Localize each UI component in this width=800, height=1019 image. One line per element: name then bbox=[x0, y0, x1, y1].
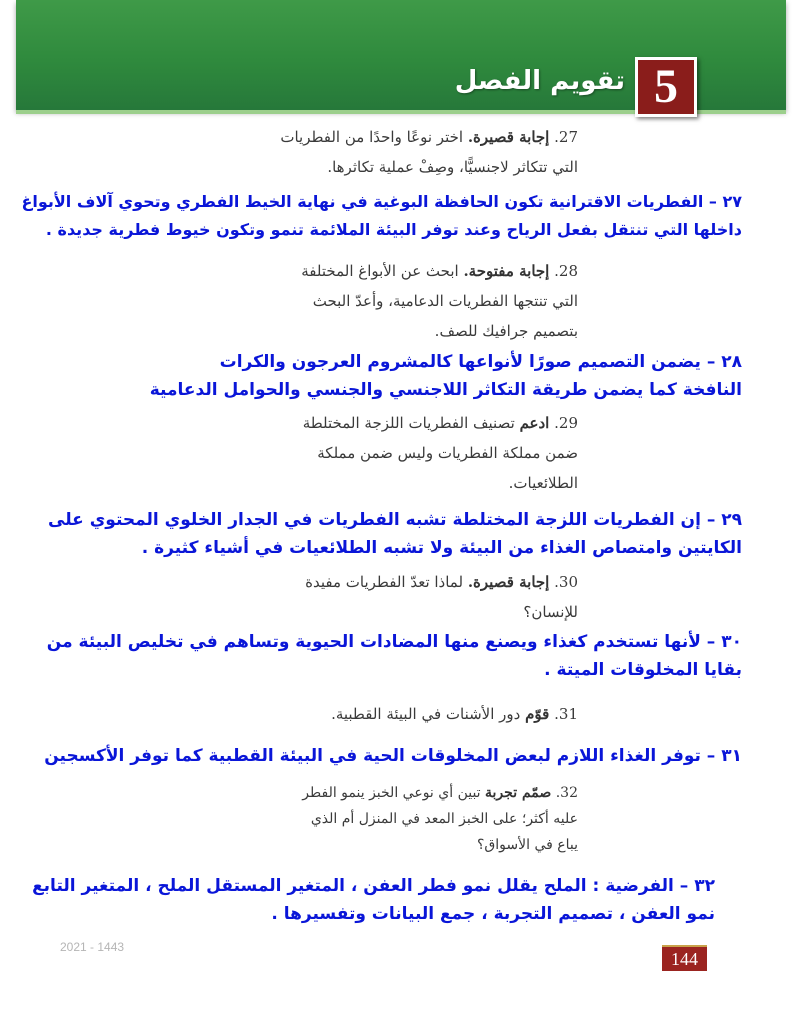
question-29: 29. ادعم تصنيف الفطريات اللزجة المختلطة ضمن مملكة الفطريات وليس ضمن مملكة الطلائعيات. bbox=[302, 414, 578, 492]
page-number: 144 bbox=[662, 945, 707, 971]
chapter-number-badge: 5 bbox=[635, 57, 697, 117]
question-27: 27. إجابة قصيرة. اختر نوعًا واحدًا من الفطريات التي تتكاثر لاجنسيًّا، وصِفْ عملية تكاثرها. bbox=[280, 128, 578, 176]
answer-30: ٣٠ – لأنها تستخدم كغذاء ويصنع منها المضادات الحيوية وتساهم في تخليص البيئة من بقايا المخلوقات الميتة . bbox=[46, 632, 742, 680]
answer-27: ٢٧ – الفطريات الاقترانية تكون الحافظة البوغية في نهاية الخيط الفطري وتحوي آلاف الأبواغ داخلها التي تنتقل بفعل الرياح وعند توفر البيئة الملائمة تنمو وتكون خيوط فطرية جديدة . bbox=[21, 192, 742, 239]
answer-28: ٢٨ – يضمن التصميم صورًا لأنواعها كالمشروم العرجون والكرات النافخة كما يضمن طريقة التكاثر اللاجنسي والجنسي والحوامل الدعامية bbox=[149, 352, 742, 400]
question-28: 28. إجابة مفتوحة. ابحث عن الأبواغ المختلفة التي تنتجها الفطريات الدعامية، وأعدّ البحث بتصميم جرافيك للصف. bbox=[301, 262, 578, 340]
question-30: 30. إجابة قصيرة. لماذا تعدّ الفطريات مفيدة للإنسان؟ bbox=[305, 573, 578, 621]
footer-year: 2021 - 1443 bbox=[60, 940, 125, 954]
answer-32: ٣٢ – الفرضية : الملح يقلل نمو فطر العفن ، المتغير المستقل الملح ، المتغير التابع نمو العفن ، تصميم التجربة ، جمع البيانات وتفسيرها . bbox=[32, 876, 715, 924]
answer-29: ٢٩ – إن الفطريات اللزجة المختلطة تشبه الفطريات في الجدار الخلوي المحتوي على الكايتين وامتصاص الغذاء من البيئة ولا تشبه الطلائعيات في أشياء كثيرة . bbox=[48, 510, 742, 558]
question-31: 31. قوّم دور الأشنات في البيئة القطبية. bbox=[331, 705, 578, 723]
answer-31: ٣١ – توفر الغذاء اللازم لبعض المخلوقات الحية في البيئة القطبية كما توفر الأكسجين bbox=[44, 746, 742, 766]
chapter-review-title: تقويم الفصل bbox=[454, 66, 625, 96]
question-32: 32. صمّم تجربة تبين أي نوعي الخبز ينمو الفطر عليه أكثر؛ على الخبز المعد في المنزل أم الذي يباع في الأسواق؟ bbox=[302, 785, 578, 853]
